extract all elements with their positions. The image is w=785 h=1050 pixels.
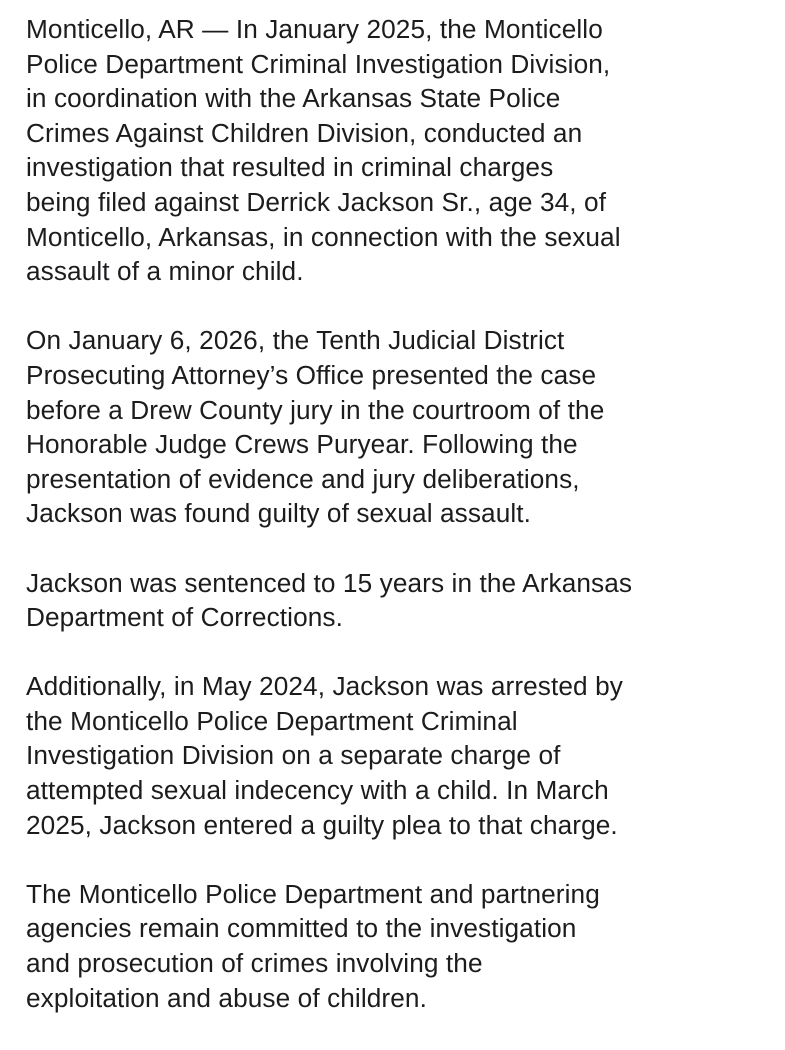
text-line: The Monticello Police Department and partnering [26, 878, 600, 909]
text-line: being filed against Derrick Jackson Sr., age 34, of [26, 186, 607, 217]
text-line: in coordination with the Arkansas State Police [26, 83, 561, 114]
paragraph-trial [26, 323, 778, 531]
text-line: assault of a minor child. [26, 256, 304, 287]
text-line: Monticello, AR — In January 2025, the Monticello [26, 14, 603, 44]
paragraph-commitment [26, 877, 778, 1015]
text-line: Jackson was sentenced to 15 years in the Arkansas [26, 567, 633, 598]
text-line: 2025, Jackson entered a guilty plea to that charge. [26, 809, 618, 840]
text-line: attempted sexual indecency with a child. In March [26, 775, 609, 806]
text-line: the Monticello Police Department Criminal [26, 705, 518, 736]
text-line: Additionally, in May 2024, Jackson was arrested by [26, 671, 623, 702]
paragraph-sentence [26, 566, 778, 635]
paragraph-additional-charge [26, 669, 778, 842]
press-release-body [26, 12, 778, 1050]
paragraph-investigation [26, 12, 778, 289]
text-line: Investigation Division on a separate charge of [26, 740, 561, 771]
text-line: agencies remain committed to the investigation [26, 913, 577, 944]
text-line: exploitation and abuse of children. [26, 982, 427, 1013]
text-line: Honorable Judge Crews Puryear. Following the [26, 429, 578, 460]
text-line: Crimes Against Children Division, conducted an [26, 117, 583, 148]
text-line: and prosecution of crimes involving the [26, 948, 483, 979]
text-line: before a Drew County jury in the courtroom of the [26, 394, 605, 425]
text-line: On January 6, 2026, the Tenth Judicial District [26, 325, 565, 356]
text-line: Police Department Criminal Investigation Division, [26, 48, 611, 79]
text-line: Prosecuting Attorney’s Office presented the case [26, 359, 597, 390]
text-line: investigation that resulted in criminal charges [26, 152, 554, 183]
text-line: presentation of evidence and jury deliberations, [26, 463, 580, 494]
text-line: Department of Corrections. [26, 602, 343, 633]
text-line: Jackson was found guilty of sexual assault. [26, 498, 532, 529]
text-line: Monticello, Arkansas, in connection with the sexual [26, 221, 621, 252]
